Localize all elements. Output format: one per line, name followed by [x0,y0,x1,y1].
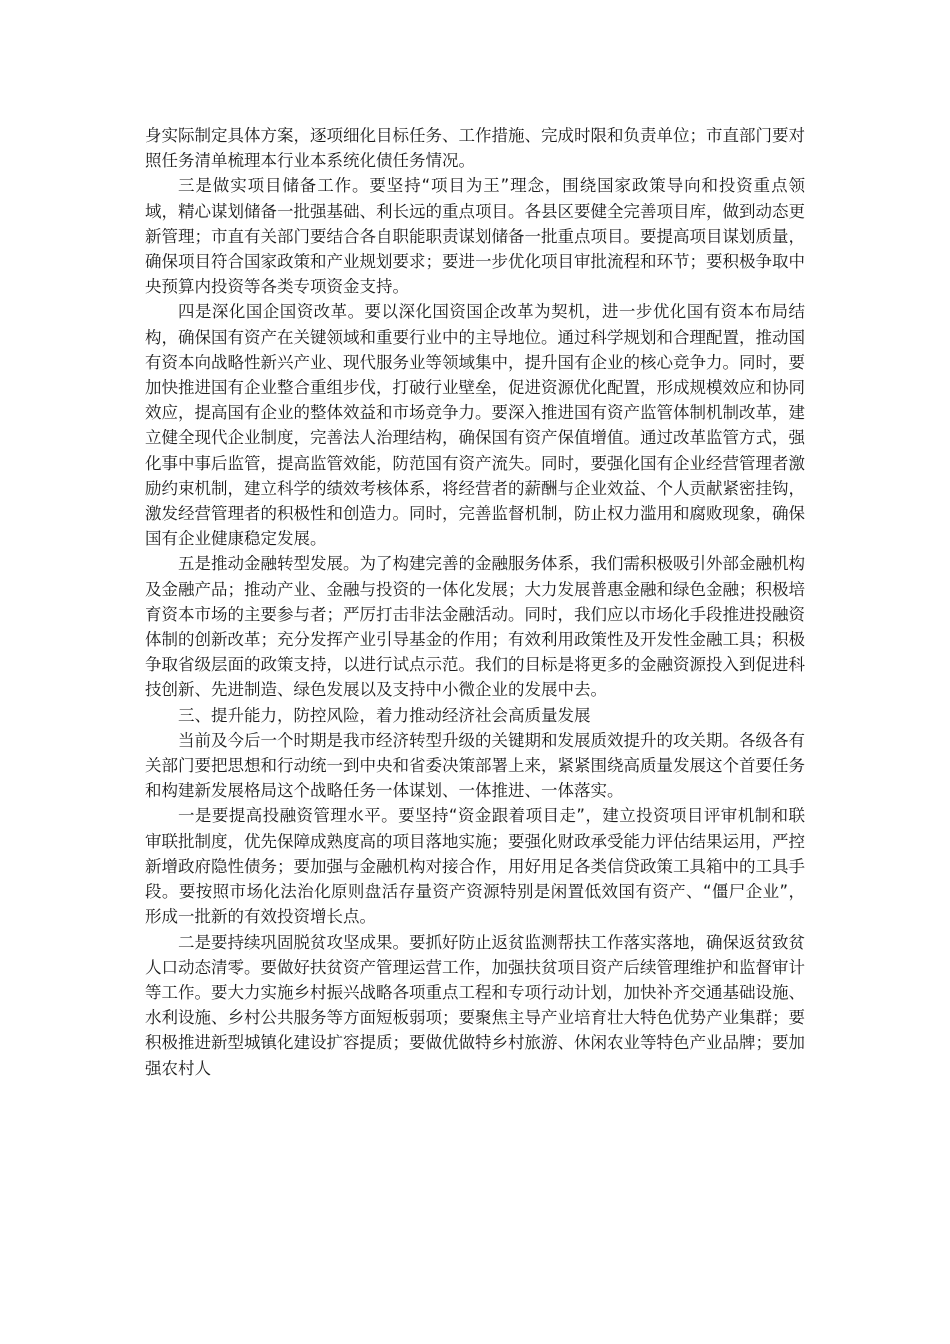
paragraph-finance-transformation: 五是推动金融转型发展。为了构建完善的金融服务体系，我们需积极吸引外部金融机构及金融产品；推动产业、金融与投资的一体化发展；大力发展普惠金融和绿色金融；积极培育资本市场的主要参与者；严厉打击非法金融活动。同时，我们应以市场化手段推进投融资体制的创新改革；充分发挥产业引导基金的作用；有效利用政策性及开发性金融工具；积极争取省级层面的政策支持，以进行试点示范。我们的目标是将更多的金融资源投入到促进科技创新、先进制造、绿色发展以及支持中小微企业的发展中去。 [145,554,805,700]
paragraph-continued: 身实际制定具体方案，逐项细化目标任务、工作措施、完成时限和负责单位；市直部门要对照任务清单梳理本行业本系统化债任务情况。 [145,126,805,171]
paragraph-poverty-alleviation: 二是要持续巩固脱贫攻坚成果。要抓好防止返贫监测帮扶工作落实落地，确保返贫致贫人口动态清零。要做好扶贫资产管理运营工作，加强扶贫项目资产后续管理维护和监督审计等工作。要大力实施乡村振兴战略各项重点工程和专项行动计划，加快补齐交通基础设施、水利设施、乡村公共服务等方面短板弱项；要聚焦主导产业培育壮大特色优势产业集群；要积极推进新型城镇化建设扩容提质；要做优做特乡村旅游、休闲农业等特色产业品牌；要加强农村人 [145,932,805,1078]
document-body [145,123,805,1081]
paragraph-soe-reform: 四是深化国企国资改革。要以深化国资国企改革为契机，进一步优化国有资本布局结构，确保国有资产在关键领域和重要行业中的主导地位。通过科学规划和合理配置，推动国有资本向战略性新兴产业、现代服务业等领域集中，提升国有企业的核心竞争力。同时，要加快推进国有企业整合重组步伐，打破行业壁垒，促进资源优化配置，形成规模效应和协同效应，提高国有企业的整体效益和市场竞争力。要深入推进国有资产监管体制机制改革，建立健全现代企业制度，完善法人治理结构，确保国有资产保值增值。通过改革监管方式，强化事中事后监管，提高监管效能，防范国有资产流失。同时，要强化国有企业经营管理者激励约束机制，建立科学的绩效考核体系，将经营者的薪酬与企业效益、个人贡献紧密挂钩，激发经营管理者的积极性和创造力。同时，完善监督机制，防止权力滥用和腐败现象，确保国有企业健康稳定发展。 [145,302,805,549]
paragraph-current-period: 当前及今后一个时期是我市经济转型升级的关键期和发展质效提升的攻关期。各级各有关部门要把思想和行动统一到中央和省委决策部署上来，紧紧围绕高质量发展这个首要任务和构建新发展格局这个战略任务一体谋划、一体推进、一体落实。 [145,730,805,801]
section-heading: 三、提升能力，防控风险，着力推动经济社会高质量发展 [178,705,591,725]
paragraph-investment-management: 一是要提高投融资管理水平。要坚持“资金跟着项目走”，建立投资项目评审机制和联审联批制度，优先保障成熟度高的项目落地实施；要强化财政承受能力评估结果运用，严控新增政府隐性债务；要加强与金融机构对接合作，用好用足各类信贷政策工具箱中的工具手段。要按照市场化法治化原则盘活存量资产资源特别是闲置低效国有资产、“僵尸企业”，形成一批新的有效投资增长点。 [145,806,805,927]
paragraph-project-reserve: 三是做实项目储备工作。要坚持“项目为王”理念，围绕国家政策导向和投资重点领域，精心谋划储备一批强基础、利长远的重点项目。各县区要健全完善项目库，做到动态更新管理；市直有关部门要结合各自职能职责谋划储备一批重点项目。要提高项目谋划质量，确保项目符合国家政策和产业规划要求；要进一步优化项目审批流程和环节；要积极争取中央预算内投资等各类专项资金支持。 [145,176,805,297]
